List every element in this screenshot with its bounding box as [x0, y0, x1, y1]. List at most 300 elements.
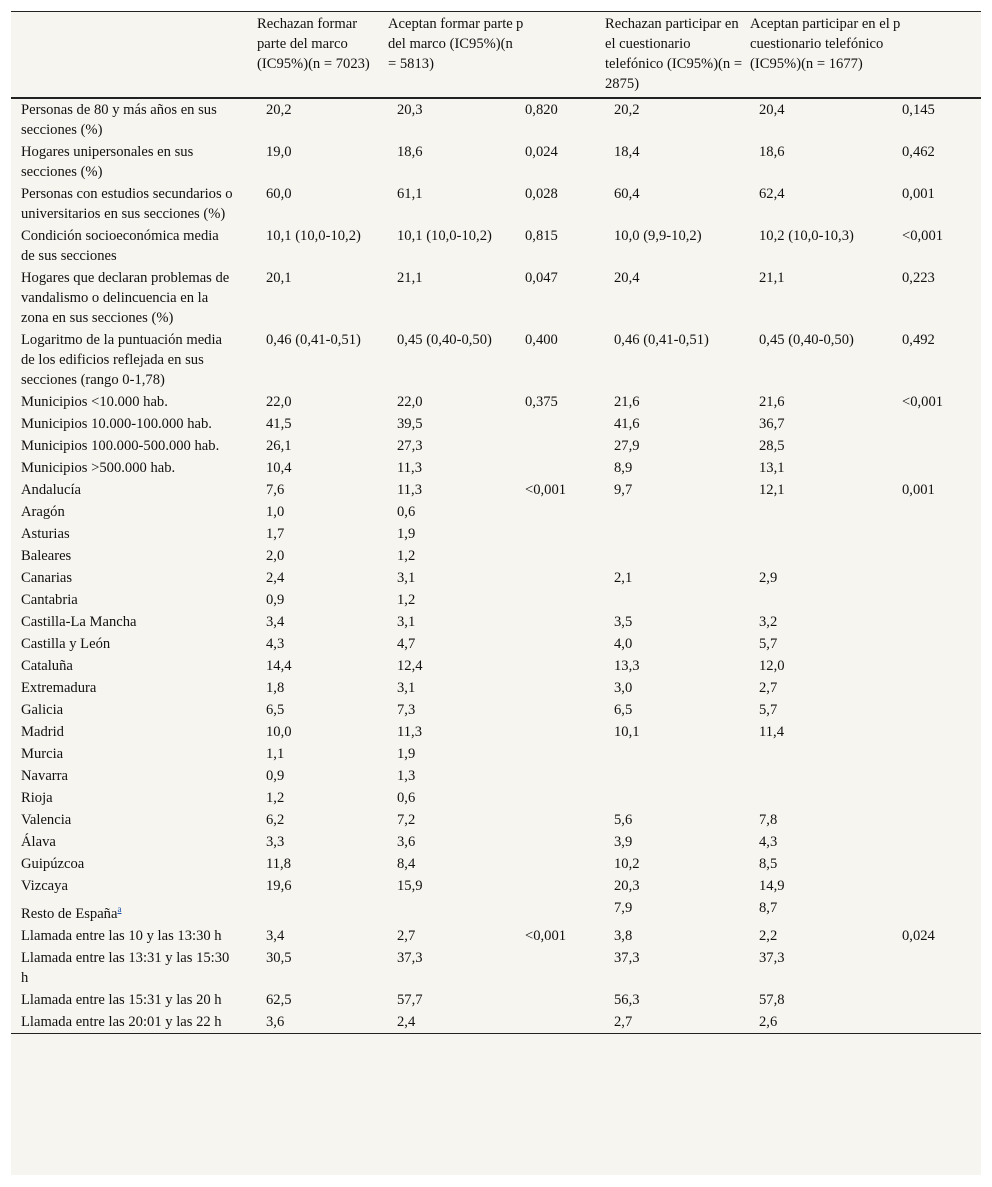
- table-row: [11, 267, 981, 329]
- accept-frame-value: [388, 853, 516, 875]
- row-label: [11, 435, 257, 457]
- table-row: [11, 479, 981, 501]
- row-label: [11, 633, 257, 655]
- accept-frame-value: [388, 765, 516, 787]
- row-label: [11, 267, 257, 329]
- row-label-text: Vizcaya: [21, 878, 68, 894]
- row-label-text: Cantabria: [21, 592, 78, 608]
- row-label-text: Llamada entre las 20:01 y las 22 h: [21, 1013, 222, 1030]
- p-frame-value: [516, 765, 605, 787]
- p-frame-value: [516, 699, 605, 721]
- header-cell-accept-phone: Aceptan participar en el cuestionario telefónico (IC95%)(n = 1677): [750, 16, 890, 72]
- row-label: [11, 413, 257, 435]
- accept-phone-value: [750, 435, 893, 457]
- reject-frame-value-text: 41,5: [266, 416, 292, 432]
- reject-frame-value: [257, 545, 388, 567]
- footnote-link[interactable]: a: [117, 904, 122, 914]
- reject-frame-value-text: 1,8: [266, 680, 285, 696]
- accept-frame-value-text: 3,1: [397, 680, 416, 696]
- accept-phone-value: [750, 853, 893, 875]
- accept-frame-value-text: 22,0: [397, 394, 423, 410]
- accept-frame-value: [388, 699, 516, 721]
- header-cell-label: [11, 12, 257, 99]
- table-row: [11, 875, 981, 897]
- reject-frame-value: [257, 925, 388, 947]
- p-phone-value: [893, 391, 981, 413]
- accept-frame-value-text: 2,4: [397, 1013, 416, 1030]
- p-phone-value: [893, 435, 981, 457]
- accept-frame-value: [388, 567, 516, 589]
- table-row: [11, 677, 981, 699]
- reject-phone-value: [605, 183, 750, 225]
- p-phone-value: [893, 875, 981, 897]
- reject-frame-value: [257, 677, 388, 699]
- row-label: [11, 925, 257, 947]
- accept-phone-value-text: 2,7: [759, 680, 778, 696]
- reject-frame-value-text: 1,2: [266, 790, 285, 806]
- row-label-text: Logaritmo de la puntuación media de los edificios reflejada en sus secciones (rango 0-1,78): [21, 332, 223, 388]
- reject-frame-value-text: 22,0: [266, 394, 292, 410]
- row-label-text: Llamada entre las 15:31 y las 20 h: [21, 991, 222, 1008]
- reject-phone-value-text: 20,3: [614, 878, 640, 894]
- row-label-text: Canarias: [21, 570, 73, 586]
- p-phone-value: [893, 457, 981, 479]
- p-frame-value: [516, 98, 605, 141]
- reject-frame-value: [257, 633, 388, 655]
- p-phone-value: [893, 523, 981, 545]
- accept-phone-value: [750, 329, 893, 391]
- header-cell-p-frame: p: [516, 16, 524, 32]
- row-label: [11, 183, 257, 225]
- row-label: [11, 765, 257, 787]
- accept-phone-value: [750, 225, 893, 267]
- row-label: [11, 98, 257, 141]
- accept-frame-value-text: 0,6: [397, 504, 416, 520]
- accept-frame-value-text: 11,3: [397, 724, 422, 740]
- reject-frame-value-text: 20,2: [266, 102, 292, 118]
- table-row: [11, 765, 981, 787]
- row-label-text: Andalucía: [21, 482, 81, 498]
- p-frame-value: [516, 655, 605, 677]
- accept-frame-value: [388, 435, 516, 457]
- row-label-text: Aragón: [21, 504, 65, 520]
- reject-frame-value: [257, 1011, 388, 1034]
- row-label: [11, 989, 257, 1011]
- p-frame-value-text: 0,820: [525, 102, 558, 118]
- reject-phone-value-text: 60,4: [614, 186, 640, 202]
- p-phone-value: [893, 765, 981, 787]
- p-phone-value-text: 0,145: [902, 102, 935, 118]
- p-frame-value: [516, 743, 605, 765]
- p-frame-value: [516, 267, 605, 329]
- table-row: [11, 589, 981, 611]
- reject-frame-value: [257, 391, 388, 413]
- accept-frame-value-text: 11,3: [397, 482, 422, 498]
- accept-phone-value: [750, 875, 893, 897]
- p-frame-value: [516, 809, 605, 831]
- accept-phone-value: [750, 567, 893, 589]
- table-row: [11, 98, 981, 141]
- row-label-text: Resto de España: [21, 905, 118, 922]
- table-row: [11, 457, 981, 479]
- p-frame-value-text: 0,028: [525, 186, 558, 202]
- p-frame-value: [516, 391, 605, 413]
- header-cell-reject-frame: Rechazan formar parte del marco (IC95%)(n = 7023): [257, 16, 370, 72]
- p-frame-value: [516, 183, 605, 225]
- accept-phone-value: [750, 633, 893, 655]
- row-label-text: Castilla y León: [21, 636, 111, 652]
- reject-phone-value: [605, 225, 750, 267]
- p-phone-value: [893, 413, 981, 435]
- table-row: [11, 611, 981, 633]
- p-frame-value: [516, 589, 605, 611]
- accept-phone-value-text: 8,5: [759, 856, 778, 872]
- reject-phone-value: [605, 523, 750, 545]
- reject-frame-value-text: 3,4: [266, 927, 285, 944]
- reject-phone-value-text: 3,0: [614, 680, 633, 696]
- accept-phone-value: [750, 479, 893, 501]
- table-row: [11, 391, 981, 413]
- accept-frame-value-text: 4,7: [397, 636, 416, 652]
- p-phone-value: [893, 479, 981, 501]
- reject-frame-value-text: 7,6: [266, 482, 285, 498]
- row-label: [11, 479, 257, 501]
- accept-phone-value: [750, 925, 893, 947]
- accept-frame-value: [388, 98, 516, 141]
- row-label-text: Valencia: [21, 812, 72, 828]
- p-frame-value: [516, 875, 605, 897]
- p-phone-value: [893, 141, 981, 183]
- p-frame-value-text: 0,375: [525, 394, 558, 410]
- p-phone-value-text: 0,492: [902, 332, 935, 348]
- accept-frame-value: [388, 589, 516, 611]
- reject-frame-value-text: 2,0: [266, 548, 285, 564]
- table-row: [11, 947, 981, 989]
- p-phone-value: [893, 1011, 981, 1034]
- row-label-text: Asturias: [21, 526, 70, 542]
- row-label-text: Navarra: [21, 768, 68, 784]
- reject-phone-value-text: 10,0 (9,9-10,2): [614, 228, 702, 244]
- reject-phone-value: [605, 611, 750, 633]
- data-table-container: [11, 11, 981, 1175]
- p-frame-value: [516, 633, 605, 655]
- reject-phone-value: [605, 743, 750, 765]
- table-row: [11, 633, 981, 655]
- row-label-text: Galicia: [21, 702, 64, 718]
- table-body: [11, 98, 981, 1033]
- p-phone-value-text: 0,223: [902, 270, 935, 286]
- p-frame-value-text: 0,815: [525, 228, 558, 244]
- p-frame-value: [516, 567, 605, 589]
- accept-frame-value-text: 1,9: [397, 526, 416, 542]
- reject-phone-value: [605, 391, 750, 413]
- reject-phone-value-text: 5,6: [614, 812, 633, 828]
- p-frame-value: [516, 853, 605, 875]
- accept-frame-value-text: 39,5: [397, 416, 423, 432]
- accept-frame-value: [388, 545, 516, 567]
- reject-phone-value: [605, 545, 750, 567]
- accept-phone-value-text: 28,5: [759, 438, 785, 454]
- accept-frame-value: [388, 479, 516, 501]
- p-phone-value: [893, 743, 981, 765]
- p-frame-value: [516, 831, 605, 853]
- table-row: [11, 567, 981, 589]
- reject-frame-value-text: 3,4: [266, 614, 285, 630]
- accept-phone-value: [750, 721, 893, 743]
- p-phone-value: [893, 589, 981, 611]
- accept-phone-value-text: 8,7: [759, 900, 778, 916]
- accept-frame-value: [388, 183, 516, 225]
- accept-phone-value: [750, 413, 893, 435]
- reject-phone-value-text: 3,8: [614, 927, 633, 944]
- accept-frame-value: [388, 677, 516, 699]
- accept-frame-value: [388, 989, 516, 1011]
- reject-phone-value-text: 4,0: [614, 636, 633, 652]
- row-label-text: Hogares que declaran problemas de vandalismo o delincuencia en la zona en sus secciones (%): [21, 270, 230, 326]
- row-label: [11, 225, 257, 267]
- accept-frame-value: [388, 655, 516, 677]
- p-frame-value: [516, 925, 605, 947]
- p-phone-value-text: 0,001: [902, 482, 935, 498]
- row-label-text: Baleares: [21, 548, 72, 564]
- p-frame-value-text: 0,047: [525, 270, 558, 286]
- p-phone-value: [893, 947, 981, 989]
- row-label: [11, 391, 257, 413]
- row-label: [11, 329, 257, 391]
- row-label: [11, 141, 257, 183]
- accept-phone-value: [750, 391, 893, 413]
- header-cell-reject-phone: Rechazan participar en el cuestionario telefónico (IC95%)(n = 2875): [605, 16, 743, 92]
- reject-phone-value: [605, 98, 750, 141]
- p-phone-value: [893, 501, 981, 523]
- accept-phone-value: [750, 655, 893, 677]
- reject-frame-value: [257, 989, 388, 1011]
- accept-frame-value: [388, 633, 516, 655]
- reject-phone-value: [605, 875, 750, 897]
- accept-frame-value-text: 8,4: [397, 856, 416, 872]
- reject-frame-value: [257, 655, 388, 677]
- accept-frame-value-text: 15,9: [397, 878, 423, 894]
- row-label: [11, 1011, 257, 1034]
- reject-phone-value: [605, 787, 750, 809]
- p-phone-value: [893, 721, 981, 743]
- accept-frame-value-text: 3,6: [397, 834, 416, 850]
- accept-phone-value: [750, 699, 893, 721]
- table-row: [11, 925, 981, 947]
- accept-frame-value: [388, 391, 516, 413]
- accept-frame-value-text: 1,9: [397, 746, 416, 762]
- accept-phone-value: [750, 1011, 893, 1034]
- reject-frame-value-text: 0,9: [266, 768, 285, 784]
- accept-phone-value: [750, 141, 893, 183]
- p-phone-value: [893, 787, 981, 809]
- accept-frame-value: [388, 329, 516, 391]
- reject-frame-value: [257, 611, 388, 633]
- row-label: [11, 875, 257, 897]
- reject-frame-value: [257, 947, 388, 989]
- reject-frame-value-text: 3,6: [266, 1013, 285, 1030]
- accept-phone-value: [750, 677, 893, 699]
- accept-phone-value: [750, 589, 893, 611]
- accept-phone-value-text: 12,1: [759, 482, 785, 498]
- p-phone-value: [893, 611, 981, 633]
- reject-frame-value: [257, 787, 388, 809]
- reject-frame-value-text: 0,46 (0,41-0,51): [266, 332, 361, 348]
- accept-frame-value-text: 57,7: [397, 991, 423, 1008]
- accept-phone-value-text: 10,2 (10,0-10,3): [759, 228, 854, 244]
- reject-frame-value-text: 1,1: [266, 746, 285, 762]
- table-row: [11, 831, 981, 853]
- p-phone-value: [893, 329, 981, 391]
- reject-phone-value-text: 37,3: [614, 949, 640, 966]
- accept-phone-value-text: 14,9: [759, 878, 785, 894]
- reject-frame-value-text: 2,4: [266, 570, 285, 586]
- p-frame-value: [516, 677, 605, 699]
- reject-phone-value-text: 3,5: [614, 614, 633, 630]
- accept-frame-value-text: 12,4: [397, 658, 423, 674]
- table-row: [11, 329, 981, 391]
- reject-phone-value: [605, 267, 750, 329]
- p-frame-value: [516, 721, 605, 743]
- p-frame-value: [516, 501, 605, 523]
- p-frame-value-text: <0,001: [525, 927, 567, 944]
- accept-phone-value-text: 2,9: [759, 570, 778, 586]
- accept-frame-value: [388, 457, 516, 479]
- reject-phone-value-text: 56,3: [614, 991, 640, 1008]
- accept-frame-value-text: 2,7: [397, 927, 416, 944]
- p-frame-value: [516, 141, 605, 183]
- accept-phone-value-text: 21,6: [759, 394, 785, 410]
- accept-phone-value-text: 11,4: [759, 724, 784, 740]
- accept-phone-value: [750, 831, 893, 853]
- p-phone-value: [893, 853, 981, 875]
- reject-frame-value-text: 19,0: [266, 144, 292, 160]
- row-label-text: Hogares unipersonales en sus secciones (%): [21, 144, 194, 180]
- row-label: [11, 699, 257, 721]
- p-frame-value-text: 0,400: [525, 332, 558, 348]
- row-label-text: Madrid: [21, 724, 64, 740]
- reject-phone-value: [605, 699, 750, 721]
- p-frame-value: [516, 413, 605, 435]
- reject-phone-value-text: 2,1: [614, 570, 633, 586]
- accept-frame-value: [388, 831, 516, 853]
- p-phone-value-text: 0,462: [902, 144, 935, 160]
- p-phone-value-text: 0,024: [902, 927, 935, 944]
- reject-frame-value-text: 3,3: [266, 834, 285, 850]
- row-label-text: Guipúzcoa: [21, 856, 85, 872]
- row-label-text: Municipios 100.000-500.000 hab.: [21, 438, 220, 454]
- p-phone-value: [893, 633, 981, 655]
- p-phone-value: [893, 831, 981, 853]
- accept-phone-value: [750, 611, 893, 633]
- row-label: [11, 655, 257, 677]
- table-row: [11, 989, 981, 1011]
- reject-phone-value: [605, 413, 750, 435]
- row-label-text: Rioja: [21, 790, 53, 806]
- reject-frame-value-text: 4,3: [266, 636, 285, 652]
- accept-phone-value: [750, 947, 893, 989]
- accept-phone-value-text: 62,4: [759, 186, 785, 202]
- row-label: [11, 523, 257, 545]
- row-label: [11, 589, 257, 611]
- accept-frame-value-text: 3,1: [397, 614, 416, 630]
- reject-phone-value-text: 3,9: [614, 834, 633, 850]
- row-label: [11, 721, 257, 743]
- accept-phone-value-text: 2,2: [759, 927, 778, 944]
- accept-phone-value-text: 57,8: [759, 991, 785, 1008]
- accept-frame-value-text: 0,6: [397, 790, 416, 806]
- accept-phone-value-text: 36,7: [759, 416, 785, 432]
- table-row: [11, 413, 981, 435]
- reject-phone-value: [605, 947, 750, 989]
- row-label: [11, 853, 257, 875]
- accept-phone-value: [750, 98, 893, 141]
- p-phone-value: [893, 567, 981, 589]
- table-row: [11, 435, 981, 457]
- reject-frame-value: [257, 523, 388, 545]
- reject-phone-value-text: 10,2: [614, 856, 640, 872]
- reject-frame-value-text: 30,5: [266, 949, 292, 966]
- accept-frame-value: [388, 1011, 516, 1034]
- row-label: [11, 545, 257, 567]
- accept-frame-value-text: 0,45 (0,40-0,50): [397, 332, 492, 348]
- accept-phone-value-text: 5,7: [759, 702, 778, 718]
- row-label: [11, 787, 257, 809]
- p-frame-value: [516, 611, 605, 633]
- accept-phone-value: [750, 989, 893, 1011]
- p-frame-value: [516, 545, 605, 567]
- accept-phone-value: [750, 523, 893, 545]
- reject-phone-value-text: 21,6: [614, 394, 640, 410]
- p-frame-value: [516, 457, 605, 479]
- reject-phone-value-text: 6,5: [614, 702, 633, 718]
- p-phone-value: [893, 225, 981, 267]
- reject-phone-value-text: 18,4: [614, 144, 640, 160]
- reject-phone-value: [605, 721, 750, 743]
- row-label: [11, 831, 257, 853]
- accept-frame-value-text: 18,6: [397, 144, 423, 160]
- table-row: [11, 141, 981, 183]
- accept-frame-value: [388, 897, 516, 925]
- reject-frame-value-text: 60,0: [266, 186, 292, 202]
- reject-frame-value: [257, 183, 388, 225]
- row-label-text: Murcia: [21, 746, 64, 762]
- p-frame-value: [516, 947, 605, 989]
- p-frame-value: [516, 479, 605, 501]
- p-frame-value: [516, 225, 605, 267]
- reject-frame-value: [257, 435, 388, 457]
- row-label-text: Municipios >500.000 hab.: [21, 460, 176, 476]
- reject-phone-value: [605, 1011, 750, 1034]
- accept-frame-value: [388, 743, 516, 765]
- reject-phone-value: [605, 853, 750, 875]
- accept-phone-value: [750, 457, 893, 479]
- reject-phone-value-text: 41,6: [614, 416, 640, 432]
- reject-frame-value: [257, 329, 388, 391]
- reject-frame-value-text: 1,7: [266, 526, 285, 542]
- p-phone-value: [893, 677, 981, 699]
- accept-phone-value: [750, 765, 893, 787]
- accept-phone-value: [750, 545, 893, 567]
- reject-frame-value: [257, 809, 388, 831]
- reject-frame-value-text: 20,1: [266, 270, 292, 286]
- accept-frame-value-text: 37,3: [397, 949, 423, 966]
- reject-phone-value: [605, 925, 750, 947]
- reject-phone-value: [605, 633, 750, 655]
- row-label: [11, 457, 257, 479]
- reject-phone-value: [605, 809, 750, 831]
- accept-phone-value-text: 12,0: [759, 658, 785, 674]
